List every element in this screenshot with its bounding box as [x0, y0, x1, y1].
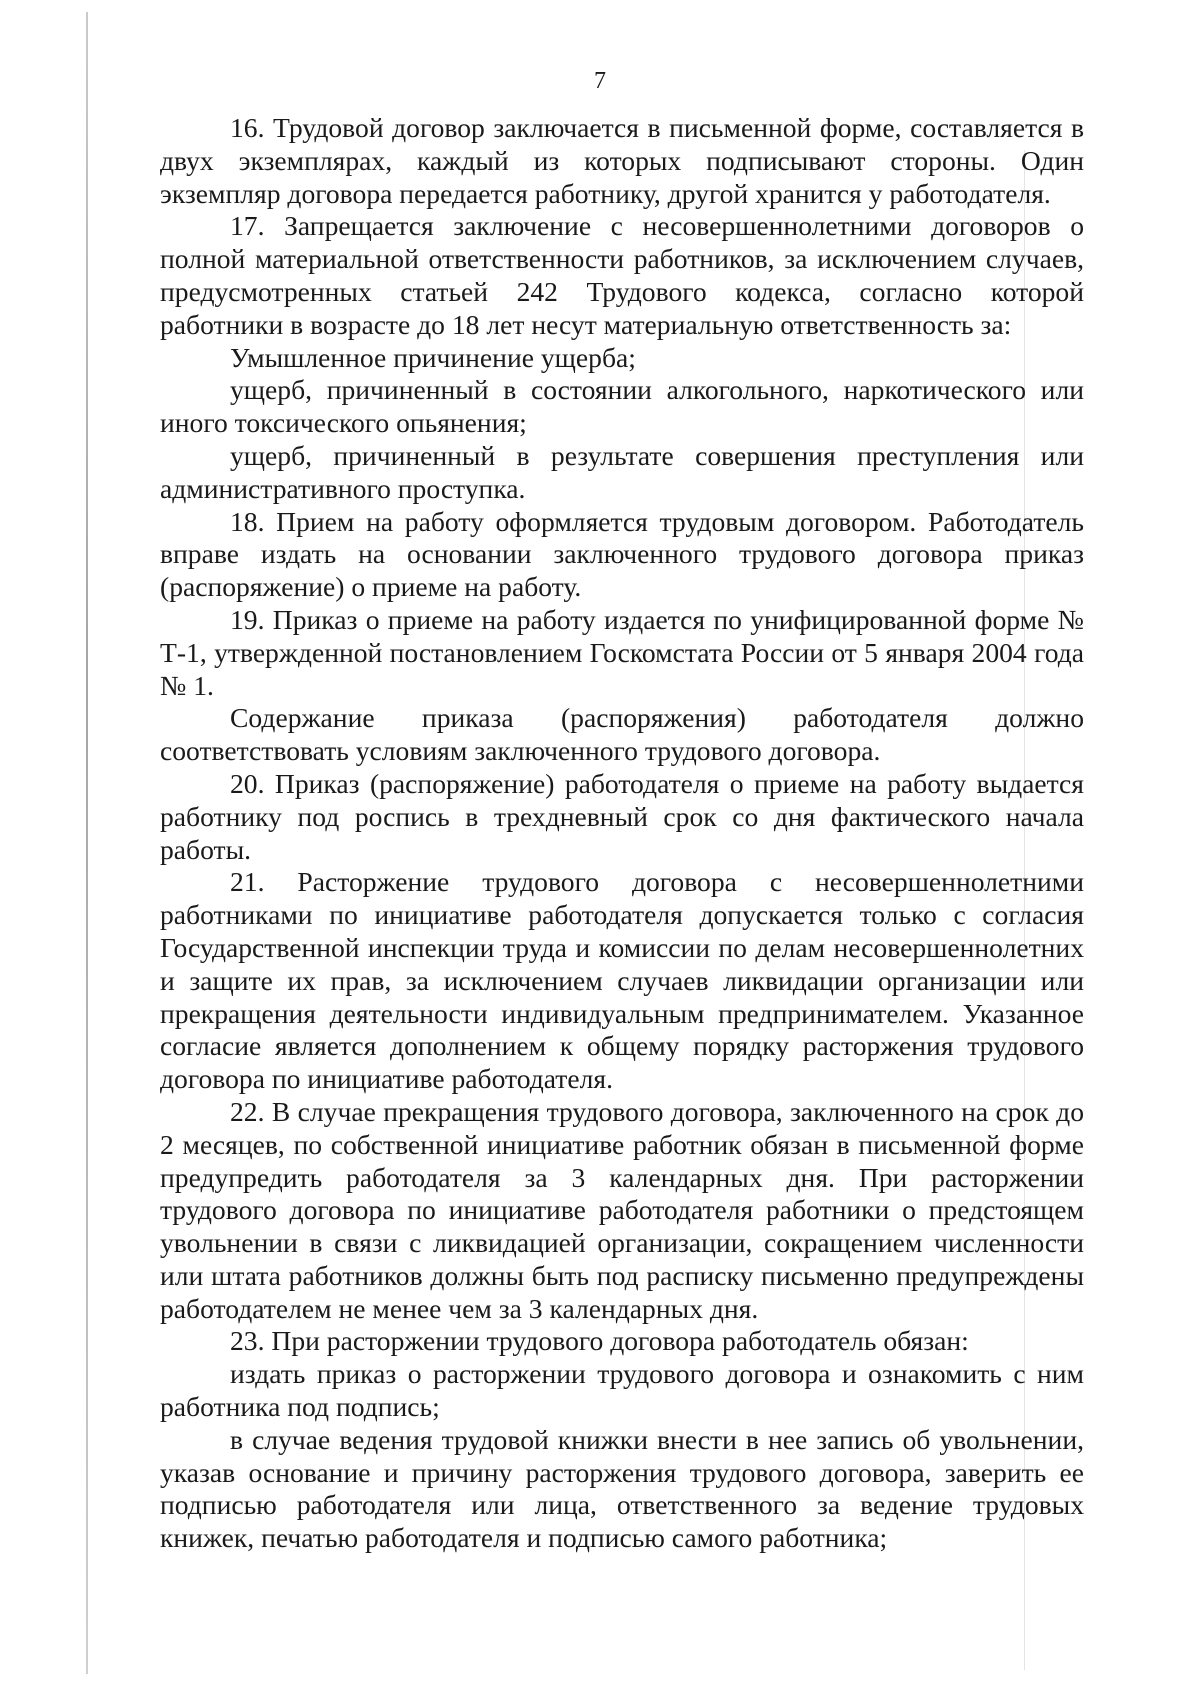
paragraph-23-item-2: в случае ведения трудовой книжки внести в нее запись об увольнении, указав основание и причину расторжения трудового договора, заверить ее подписью работодателя или лица, ответственного за ведение трудовых книжек, печатью работодателя и подписью самого работника; — [160, 1423, 1084, 1554]
document-body — [160, 112, 1084, 1555]
paragraph-20: 20. Приказ (распоряжение) работодателя о приеме на работу выдается работнику под роспись в трехдневный срок со дня фактического начала работы. — [160, 767, 1084, 865]
paragraph-23-intro: 23. При расторжении трудового договора работодатель обязан: — [230, 1325, 969, 1357]
page-number: 7 — [594, 68, 606, 94]
paragraph-17-item-2: ущерб, причиненный в состоянии алкогольного, наркотического или иного токсического опьянения; — [160, 374, 1084, 439]
paragraph-23-item-1: издать приказ о расторжении трудового договора и ознакомить с ним работника под подпись; — [160, 1358, 1084, 1423]
paragraph-17-item-1: Умышленное причинение ущерба; — [230, 341, 636, 373]
paragraph-21: 21. Расторжение трудового договора с несовершеннолетними работниками по инициативе работодателя допускается только с согласия Государственной инспекции труда и комиссии по делам несовершеннолетних и защите их прав, за исключением случаев ликвидации организации или прекращения деятельности индивидуальным предпринимателем. Указанное согласие является дополнением к общему порядку расторжения трудового договора по инициативе работодателя. — [160, 866, 1084, 1095]
paragraph-19-content: Содержание приказа (распоряжения) работодателя должно соответствовать условиям заключенного трудового договора. — [160, 702, 1084, 767]
scan-left-edge — [86, 12, 88, 1674]
paragraph-17-item-3: ущерб, причиненный в результате совершения преступления или административного проступка. — [160, 439, 1084, 504]
paragraph-22: 22. В случае прекращения трудового договора, заключенного на срок до 2 месяцев, по собственной инициативе работник обязан в письменной форме предупредить работодателя за 3 календарных дня. При расторжении трудового договора по инициативе работодателя работники о предстоящем увольнении в связи с ликвидацией организации, сокращением численности или штата работников должны быть под расписку письменно предупреждены работодателем не менее чем за 3 календарных дня. — [160, 1095, 1084, 1324]
paragraph-17-intro: 17. Запрещается заключение с несовершеннолетними договоров о полной материальной ответственности работников, за исключением случаев, предусмотренных статьей 242 Трудового кодекса, согласно которой работники в возрасте до 18 лет несут материальную ответственность за: — [160, 210, 1084, 340]
paragraph-18: 18. Прием на работу оформляется трудовым договором. Работодатель вправе издать на основании заключенного трудового договора приказ (распоряжение) о приеме на работу. — [160, 505, 1084, 603]
paragraph-16: 16. Трудовой договор заключается в письменной форме, составляется в двух экземплярах, каждый из которых подписывают стороны. Один экземпляр договора передается работнику, другой хранится у работодателя. — [160, 112, 1084, 209]
paragraph-19: 19. Приказ о приеме на работу издается по унифицированной форме № Т-1, утвержденной постановлением Госкомстата России от 5 января 2004 года № 1. — [160, 603, 1084, 701]
